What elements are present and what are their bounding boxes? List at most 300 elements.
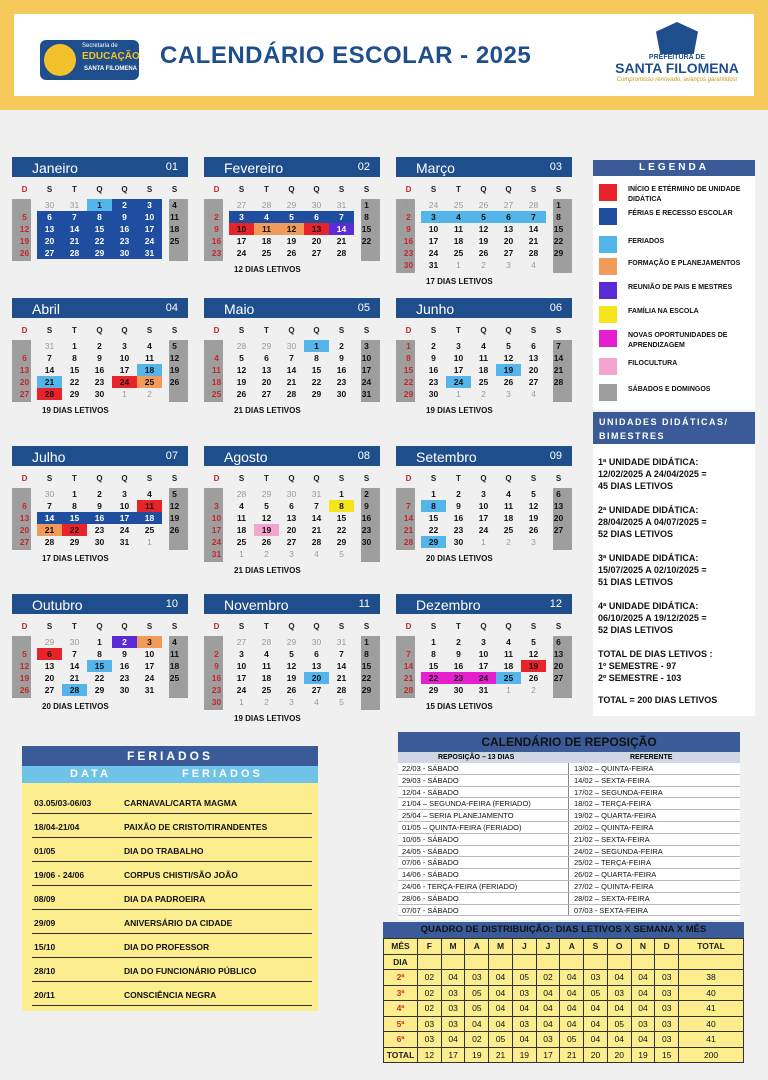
- day-cell: 28: [311, 537, 322, 547]
- crest-icon: [656, 22, 698, 54]
- feriado-name: CONSCIÊNCIA NEGRA: [124, 990, 217, 1000]
- day-cell: 21: [528, 236, 539, 246]
- month-name: Novembro: [224, 597, 289, 613]
- unidade-line: 52 DIAS LETIVOS: [598, 625, 674, 635]
- reposicao-row: [398, 822, 740, 834]
- value-cell: 03: [512, 985, 536, 1001]
- legend-swatch: [599, 306, 617, 323]
- day-cell: 21: [37, 524, 62, 536]
- value-cell: 02: [536, 970, 560, 986]
- month-number: 12: [549, 598, 562, 610]
- day-cell: 11: [145, 353, 154, 363]
- day-cell: 12: [528, 501, 539, 511]
- value-cell: 04: [631, 985, 655, 1001]
- day-cell: 8: [421, 500, 446, 512]
- month-header-cell: A: [560, 939, 584, 955]
- feriado-row: [32, 794, 312, 814]
- weekday-header: S: [171, 185, 178, 194]
- month-name: Junho: [416, 301, 455, 317]
- legend-swatch: [599, 358, 617, 375]
- weekday-header: S: [530, 326, 537, 335]
- day-cell: 29: [44, 637, 55, 647]
- row-total: 41: [679, 1032, 744, 1048]
- day-cell: 12: [19, 661, 30, 671]
- day-cell: 5: [172, 341, 177, 351]
- day-cell: 7: [62, 211, 87, 223]
- day-cell: 21: [62, 235, 87, 247]
- day-cell: 6: [37, 648, 62, 660]
- day-cell: 14: [553, 353, 564, 363]
- legend-label: FILOCULTURA: [628, 360, 678, 367]
- day-cell: 8: [431, 649, 436, 659]
- day-cell: 6: [314, 649, 319, 659]
- reposicao-ref: 14/02 – SEXTA-FEIRA: [574, 775, 650, 785]
- column-divider: [568, 846, 569, 857]
- day-cell: 28: [336, 248, 347, 258]
- empty-cell: [489, 954, 513, 970]
- day-cell: 30: [119, 685, 130, 695]
- value-cell: 04: [584, 1001, 608, 1017]
- day-cell: 1: [364, 200, 369, 210]
- legend-label: REUNIÃO DE PAIS E MESTRES: [628, 284, 733, 291]
- day-cell: 25: [236, 537, 247, 547]
- day-cell: 28: [528, 248, 539, 258]
- day-cell: 3: [122, 341, 127, 351]
- day-cell: 1: [87, 199, 112, 211]
- month-março: [396, 157, 572, 287]
- unidade-block: [598, 600, 748, 636]
- value-cell: 03: [655, 970, 679, 986]
- day-cell: 29: [261, 489, 272, 499]
- legend-swatch: [599, 184, 617, 201]
- corner-month: MÊS: [384, 939, 418, 955]
- day-cell: 14: [329, 223, 354, 235]
- day-cell: 2: [364, 489, 369, 499]
- day-cell: 27: [311, 248, 322, 258]
- day-cell: 25: [496, 672, 521, 684]
- weekday-header: S: [338, 474, 345, 483]
- day-cell: 17: [361, 365, 372, 375]
- day-cell: 9: [214, 661, 219, 671]
- day-cell: 4: [446, 211, 471, 223]
- day-cell: 2: [481, 260, 486, 270]
- month-name: Setembro: [416, 449, 477, 465]
- legend-panel: [593, 160, 755, 410]
- month-grid: [396, 614, 572, 724]
- day-cell: 24: [137, 235, 162, 247]
- value-cell: 17: [536, 1047, 560, 1063]
- logo-right-line2: SANTA FILOMENA: [615, 60, 739, 76]
- day-cell: 21: [37, 376, 62, 388]
- reposicao-date: 22/03 - SÁBADO: [402, 764, 459, 773]
- day-cell: 8: [87, 211, 112, 223]
- weekday-header: S: [171, 622, 178, 631]
- weekday-header: S: [171, 326, 178, 335]
- day-cell: 25: [144, 525, 155, 535]
- day-cell: 12: [286, 661, 297, 671]
- day-cell: 19: [19, 673, 30, 683]
- day-cell: 15: [403, 365, 414, 375]
- reposicao-row: [398, 905, 740, 917]
- day-cell: 3: [506, 260, 511, 270]
- day-cell: 11: [137, 500, 162, 512]
- day-cell: 14: [311, 513, 322, 523]
- day-cell: 25: [503, 525, 514, 535]
- day-cell: 8: [364, 649, 369, 659]
- day-cell: 10: [119, 501, 130, 511]
- day-cell: 23: [336, 377, 347, 387]
- value-cell: 04: [560, 985, 584, 1001]
- month-number: 01: [165, 161, 178, 173]
- weekday-header: S: [238, 622, 245, 631]
- value-cell: 03: [441, 1016, 465, 1032]
- column-divider: [568, 893, 569, 904]
- day-cell: 28: [62, 247, 87, 259]
- empty-cell: [584, 954, 608, 970]
- legend-swatch: [599, 384, 617, 401]
- weekday-header: S: [363, 622, 370, 631]
- month-abril: [12, 298, 188, 428]
- legend-label: NOVAS OPORTUNIDADES DE APRENDIZAGEM: [628, 332, 728, 349]
- day-cell: 29: [421, 536, 446, 548]
- days-letivos: 21 DIAS LETIVOS: [234, 566, 301, 575]
- weekday-header: S: [238, 185, 245, 194]
- day-cell: 29: [286, 637, 297, 647]
- empty-cell: [465, 954, 489, 970]
- unidade-line: 52 DIAS LETIVOS: [598, 529, 674, 539]
- day-cell: 8: [314, 353, 319, 363]
- legend-label: FÉRIAS E RECESSO ESCOLAR: [628, 210, 733, 217]
- day-cell: 3: [531, 537, 536, 547]
- day-cell: 5: [279, 211, 304, 223]
- day-cell: 23: [119, 673, 130, 683]
- reposicao-date: 01/05 – QUINTA-FEIRA (FERIADO): [402, 823, 522, 832]
- empty-cell: [631, 954, 655, 970]
- weekday-header: S: [363, 474, 370, 483]
- day-cell: 4: [264, 649, 269, 659]
- day-cell: 29: [69, 537, 80, 547]
- day-cell: 26: [261, 537, 272, 547]
- feriado-row: [32, 890, 312, 910]
- value-cell: 04: [560, 1016, 584, 1032]
- day-cell: 2: [264, 549, 269, 559]
- day-cell: 21: [336, 236, 347, 246]
- day-cell: 24: [211, 537, 222, 547]
- day-cell: 14: [336, 661, 347, 671]
- legend-swatch: [599, 282, 617, 299]
- value-cell: 03: [418, 1016, 442, 1032]
- day-cell: 5: [506, 341, 511, 351]
- weekday-header: Q: [288, 622, 295, 631]
- day-cell: 12: [169, 353, 180, 363]
- day-cell: 7: [339, 649, 344, 659]
- distribuicao-panel: [383, 922, 744, 1062]
- value-cell: 04: [584, 1032, 608, 1048]
- day-cell: 3: [481, 637, 486, 647]
- value-cell: 04: [465, 1016, 489, 1032]
- weekday-header: T: [456, 326, 461, 335]
- day-cell: 18: [137, 512, 162, 524]
- day-cell: 7: [556, 341, 561, 351]
- weekday-header: Q: [121, 326, 128, 335]
- day-cell: 30: [112, 247, 137, 259]
- day-cell: 1: [239, 697, 244, 707]
- day-cell: 13: [37, 223, 62, 235]
- feriado-row: [32, 938, 312, 958]
- month-header-cell: M: [441, 939, 465, 955]
- reposicao-ref: 25/02 – TERÇA-FEIRA: [574, 858, 651, 868]
- day-cell: 26: [528, 525, 539, 535]
- day-cell: 11: [262, 661, 271, 671]
- weekday-header: T: [456, 474, 461, 483]
- weekday-header: Q: [505, 474, 512, 483]
- day-cell: 9: [339, 353, 344, 363]
- weekday-header: Q: [96, 622, 103, 631]
- day-cell: 5: [289, 649, 294, 659]
- value-cell: 04: [607, 1001, 631, 1017]
- day-cell: 2: [456, 489, 461, 499]
- month-name: Março: [416, 160, 455, 176]
- day-cell: 18: [453, 236, 464, 246]
- weekday-header: Q: [505, 185, 512, 194]
- day-cell: 19: [286, 236, 297, 246]
- days-letivos: 20 DIAS LETIVOS: [42, 702, 109, 711]
- value-cell: 05: [512, 970, 536, 986]
- day-cell: 21: [403, 525, 414, 535]
- corner-day: DIA: [384, 954, 418, 970]
- day-cell: 4: [314, 549, 319, 559]
- day-cell: 18: [478, 365, 489, 375]
- reposicao-ref: 27/02 – QUINTA-FEIRA: [574, 882, 654, 891]
- value-cell: 04: [631, 1001, 655, 1017]
- month-header-cell: O: [607, 939, 631, 955]
- legend-title: LEGENDA: [593, 160, 755, 176]
- month-header: [396, 157, 572, 177]
- unidade-block: [598, 552, 748, 588]
- row-label: TOTAL: [384, 1047, 418, 1063]
- day-cell: 12: [169, 501, 180, 511]
- day-cell: 29: [87, 247, 112, 259]
- weekday-header: D: [21, 185, 28, 194]
- value-cell: 05: [560, 1032, 584, 1048]
- day-cell: 19: [236, 377, 247, 387]
- feriados-title: FERIADOS: [22, 746, 318, 766]
- day-cell: 31: [478, 685, 489, 695]
- day-cell: 31: [137, 247, 162, 259]
- day-cell: 7: [406, 649, 411, 659]
- weekday-header: S: [46, 474, 53, 483]
- weekday-header: S: [530, 474, 537, 483]
- value-cell: 04: [560, 1001, 584, 1017]
- unidade-block: [598, 504, 748, 540]
- day-cell: 4: [506, 637, 511, 647]
- legend-label: FERIADOS: [628, 238, 665, 245]
- day-cell: 25: [453, 248, 464, 258]
- day-cell: 13: [311, 661, 322, 671]
- day-cell: 2: [531, 685, 536, 695]
- day-cell: 23: [112, 235, 137, 247]
- distribuicao-title: QUADRO DE DISTRIBUIÇÃO: DIAS LETIVOS X SEMANA X MÊS: [383, 922, 744, 938]
- day-cell: 9: [456, 501, 461, 511]
- day-cell: 12: [503, 353, 514, 363]
- day-cell: 7: [406, 501, 411, 511]
- unidade-line: 45 DIAS LETIVOS: [598, 481, 674, 491]
- day-cell: 12: [528, 649, 539, 659]
- day-cell: 16: [428, 365, 439, 375]
- day-cell: 17: [478, 661, 489, 671]
- day-cell: 2: [112, 636, 137, 648]
- day-cell: 26: [19, 685, 30, 695]
- day-cell: 1: [406, 341, 411, 351]
- day-cell: 2: [97, 489, 102, 499]
- day-cell: 14: [528, 224, 539, 234]
- unidade-line: 51 DIAS LETIVOS: [598, 577, 674, 587]
- value-cell: 03: [655, 1016, 679, 1032]
- day-cell: 14: [403, 661, 414, 671]
- day-cell: 13: [304, 223, 329, 235]
- day-cell: 5: [531, 489, 536, 499]
- day-cell: 9: [214, 224, 219, 234]
- reposicao-row: [398, 893, 740, 905]
- unidade-line: 1º SEMESTRE - 97: [598, 661, 677, 671]
- feriado-date: 29/09: [34, 918, 56, 928]
- month-name: Maio: [224, 301, 255, 317]
- day-cell: 5: [339, 549, 344, 559]
- day-cell: 29: [403, 389, 414, 399]
- day-cell: 27: [37, 247, 62, 259]
- day-cell: 26: [286, 685, 297, 695]
- day-cell: 11: [237, 513, 246, 523]
- day-cell: 15: [553, 224, 564, 234]
- day-cell: 8: [556, 212, 561, 222]
- reposicao-row: [398, 787, 740, 799]
- day-cell: 8: [329, 500, 354, 512]
- value-cell: 04: [584, 1016, 608, 1032]
- weekday-header: Q: [96, 474, 103, 483]
- day-cell: 28: [286, 389, 297, 399]
- month-julho: [12, 446, 188, 576]
- month-name: Abril: [32, 301, 61, 317]
- reposicao-date: 21/04 – SEGUNDA-FEIRA (FERIADO): [402, 799, 531, 809]
- month-name: Janeiro: [32, 160, 78, 176]
- weekday-header: D: [405, 185, 412, 194]
- day-cell: 4: [147, 341, 152, 351]
- day-cell: 28: [261, 200, 272, 210]
- day-cell: 1: [431, 637, 436, 647]
- column-divider: [568, 822, 569, 833]
- day-cell: 3: [137, 199, 162, 211]
- empty-cell: [655, 954, 679, 970]
- day-cell: 6: [264, 353, 269, 363]
- day-cell: 3: [456, 341, 461, 351]
- day-cell: 30: [453, 537, 464, 547]
- day-cell: 16: [361, 513, 372, 523]
- day-cell: 24: [236, 248, 247, 258]
- day-cell: 14: [403, 513, 414, 523]
- value-cell: 03: [655, 1032, 679, 1048]
- weekday-header: Q: [96, 326, 103, 335]
- column-divider: [568, 787, 569, 798]
- weekday-header: Q: [480, 622, 487, 631]
- feriado-row: [32, 842, 312, 862]
- weekday-header: Q: [480, 326, 487, 335]
- weekday-header: S: [46, 622, 53, 631]
- day-cell: 24: [361, 377, 372, 387]
- reposicao-date: 07/07 - SÁBADO: [402, 905, 459, 915]
- day-cell: 14: [44, 365, 55, 375]
- feriado-date: 08/09: [34, 894, 56, 904]
- day-cell: 28: [403, 537, 414, 547]
- day-cell: 3: [229, 211, 254, 223]
- feriado-name: DIA DO FUNCIONÁRIO PÚBLICO: [124, 966, 257, 976]
- value-cell: 04: [607, 1032, 631, 1048]
- month-maio: [204, 298, 380, 428]
- weekday-header: D: [213, 622, 220, 631]
- day-cell: 18: [211, 377, 222, 387]
- day-cell: 3: [214, 501, 219, 511]
- legend-swatch: [599, 208, 617, 225]
- reposicao-ref: 26/02 – QUARTA-FEIRA: [574, 870, 657, 880]
- empty-cell: [607, 954, 631, 970]
- feriado-date: 20/11: [34, 990, 55, 1000]
- day-cell: 6: [37, 211, 62, 223]
- day-cell: 5: [239, 353, 244, 363]
- value-cell: 04: [536, 1016, 560, 1032]
- day-cell: 2: [214, 212, 219, 222]
- day-cell: 24: [144, 673, 155, 683]
- month-header: [396, 446, 572, 466]
- feriado-row: [32, 818, 312, 838]
- reposicao-col1: REPOSIÇÃO – 13 DIAS: [438, 754, 515, 761]
- day-cell: 16: [94, 365, 105, 375]
- month-number: 07: [165, 450, 178, 462]
- day-cell: 16: [336, 365, 347, 375]
- day-cell: 4: [239, 501, 244, 511]
- feriado-name: DIA DO TRABALHO: [124, 846, 204, 856]
- days-letivos: 15 DIAS LETIVOS: [426, 702, 493, 711]
- day-cell: 19: [496, 364, 521, 376]
- day-cell: 21: [286, 377, 297, 387]
- day-cell: 1: [72, 341, 77, 351]
- day-cell: 23: [94, 377, 105, 387]
- reposicao-ref: 28/02 – SEXTA-FEIRA: [574, 893, 650, 903]
- day-cell: 10: [229, 223, 254, 235]
- empty-cell: [512, 954, 536, 970]
- feriado-row: [32, 962, 312, 982]
- day-cell: 18: [261, 673, 272, 683]
- month-header: [396, 298, 572, 318]
- column-divider: [568, 798, 569, 809]
- weekday-header: S: [338, 622, 345, 631]
- month-grid: [396, 318, 572, 428]
- day-cell: 10: [211, 513, 222, 523]
- day-cell: 29: [361, 685, 372, 695]
- feriados-col-feriados: FERIADOS: [182, 768, 263, 780]
- day-cell: 1: [72, 489, 77, 499]
- month-grid: [12, 614, 188, 724]
- weekday-header: T: [456, 622, 461, 631]
- day-cell: 27: [44, 685, 55, 695]
- day-cell: 25: [169, 236, 180, 246]
- day-cell: 18: [503, 513, 514, 523]
- month-header: [204, 298, 380, 318]
- day-cell: 27: [553, 673, 564, 683]
- day-cell: 29: [428, 685, 439, 695]
- day-cell: 24: [236, 685, 247, 695]
- day-cell: 8: [406, 353, 411, 363]
- reposicao-row: [398, 881, 740, 893]
- value-cell: 04: [631, 970, 655, 986]
